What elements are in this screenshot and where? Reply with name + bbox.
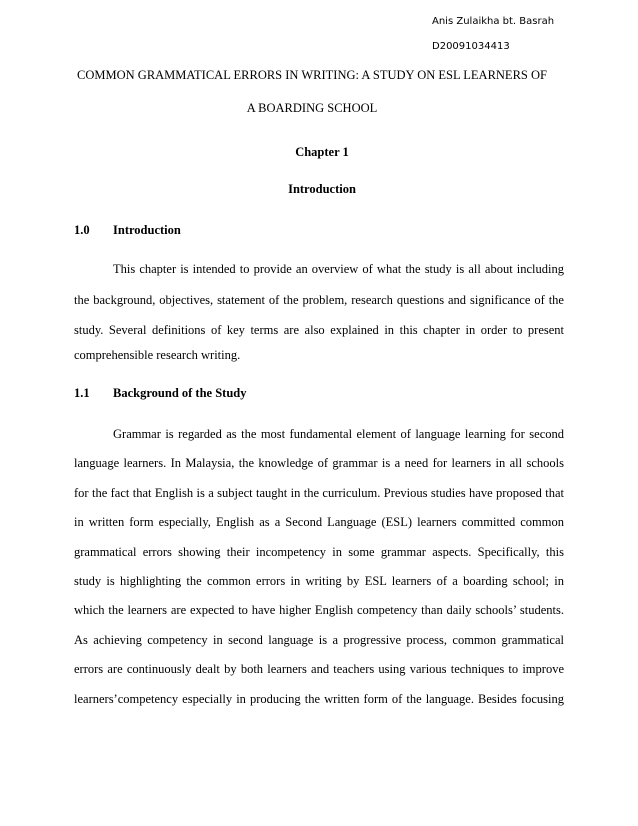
paragraph-line: This chapter is intended to provide an overview of what the study is all about including <box>113 262 564 276</box>
paragraph-line: which the learners are expected to have higher English competency than daily schools’ students. <box>74 603 564 617</box>
author-id: D20091034413 <box>432 41 510 52</box>
paragraph-line: errors are continuously dealt by both learners and teachers using various techniques to improve <box>74 662 564 676</box>
chapter-label: Chapter 1 <box>295 145 349 159</box>
paragraph-line: As achieving competency in second language is a progressive process, common grammatical <box>74 633 564 647</box>
paragraph-line: language learners. In Malaysia, the knowledge of grammar is a need for learners in all schools <box>74 456 564 470</box>
paragraph-line: the background, objectives, statement of the problem, research questions and significance of the <box>74 293 564 307</box>
paragraph-line: grammatical errors showing their incompetency in some grammar aspects. Specifically, this <box>74 545 564 559</box>
section-number: 1.1 <box>74 386 90 400</box>
paragraph-line: Grammar is regarded as the most fundamental element of language learning for second <box>113 427 564 441</box>
section-title: Introduction <box>113 223 181 237</box>
section-title: Background of the Study <box>113 386 247 400</box>
paragraph-line: in written form especially, English as a Second Language (ESL) learners committed common <box>74 515 564 529</box>
section-heading-background <box>74 386 246 401</box>
paragraph-line: study is highlighting the common errors in writing by ESL learners of a boarding school; in <box>74 574 564 588</box>
section-number: 1.0 <box>74 223 90 237</box>
paragraph-line: for the fact that English is a subject taught in the curriculum. Previous studies have proposed that <box>74 486 564 500</box>
author-name: Anis Zulaikha bt. Basrah <box>432 16 555 27</box>
section-heading-introduction <box>74 223 181 238</box>
chapter-name: Introduction <box>288 182 356 196</box>
document-title-line-1: COMMON GRAMMATICAL ERRORS IN WRITING: A STUDY ON ESL LEARNERS OF <box>77 68 547 82</box>
paragraph-line: learners’competency especially in producing the written form of the language. Besides focusing <box>74 692 564 706</box>
paragraph-line: study. Several definitions of key terms are also explained in this chapter in order to present <box>74 323 564 337</box>
paragraph-line: comprehensible research writing. <box>74 348 241 362</box>
document-title-line-2: A BOARDING SCHOOL <box>246 101 378 115</box>
